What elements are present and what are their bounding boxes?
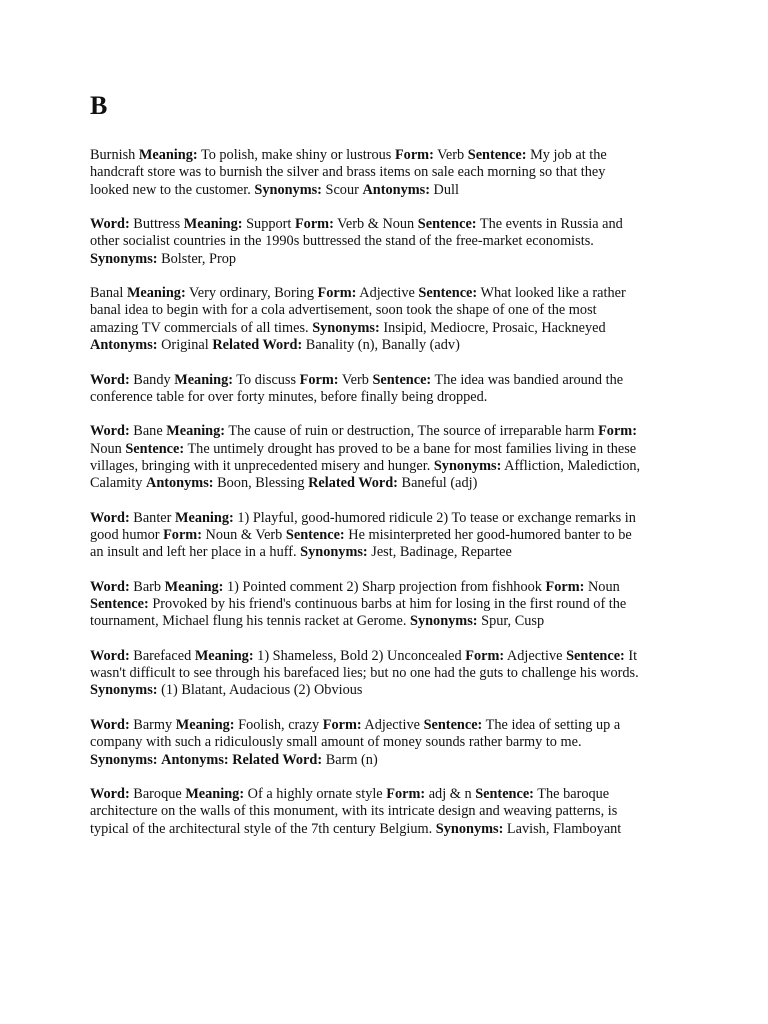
- entry-text: Boon, Blessing: [213, 475, 309, 492]
- field-label: Form:: [386, 786, 426, 802]
- entry-text: Barm (n): [322, 751, 378, 768]
- field-label: Synonyms:: [410, 613, 478, 630]
- field-label: Word:: [90, 371, 130, 388]
- entry-text: other socialist countries in the 1990s buttressed the stand of the free-market economists.: [90, 233, 594, 250]
- entry-text: Buttress: [129, 216, 184, 233]
- word-entry: [90, 372, 684, 407]
- entry-text: To polish, make shiny or lustrous: [197, 147, 395, 163]
- entry-text: Banality (n), Banally (adv): [302, 337, 460, 354]
- field-label: Meaning:: [175, 716, 235, 733]
- entry-text: Original: [157, 337, 213, 354]
- field-label: Meaning:: [126, 285, 186, 302]
- entry-text: Bandy: [129, 371, 175, 388]
- entry-text: Verb & Noun: [333, 216, 418, 233]
- field-label: Word:: [90, 509, 130, 526]
- field-label: Sentence:: [423, 716, 483, 733]
- entry-text: 1) Pointed comment 2) Sharp projection from fishhook: [223, 578, 546, 595]
- entry-text: He misinterpreted her good-humored banter to be: [344, 526, 632, 543]
- field-label: Related Word:: [232, 751, 323, 768]
- word-entry: [90, 717, 684, 769]
- field-label: Antonyms:: [146, 475, 214, 492]
- entry-text: Jest, Badinage, Repartee: [367, 544, 512, 561]
- entry-text: The cause of ruin or destruction, The source of irreparable harm: [225, 423, 599, 440]
- entry-text: Adjective: [356, 285, 419, 302]
- entry-text: Bolster, Prop: [157, 250, 237, 267]
- field-label: Synonyms:: [90, 751, 158, 768]
- entry-text: (1) Blatant, Audacious (2) Obvious: [157, 682, 363, 699]
- entry-text: amazing TV commercials of all times.: [90, 319, 313, 336]
- field-label: Meaning:: [185, 786, 245, 802]
- entry-text: Banter: [129, 509, 175, 526]
- entry-text: Noun: [90, 440, 126, 457]
- entry-text: typical of the architectural style of the 7th century Belgium.: [90, 820, 436, 837]
- entry-text: Barefaced: [129, 647, 195, 664]
- entry-text: The baroque: [533, 786, 610, 802]
- word-entry: [90, 147, 684, 199]
- word-entry: [90, 648, 684, 700]
- entry-text: 1) Playful, good-humored ridicule 2) To tease or exchange remarks in: [233, 509, 636, 526]
- field-label: Meaning:: [174, 509, 234, 526]
- entry-text: tournament, Michael flung his tennis racket at Gerome.: [90, 613, 410, 630]
- word-entry: [90, 423, 684, 492]
- entry-text: Noun: [584, 578, 620, 595]
- entry-text: What looked like a rather: [477, 285, 626, 302]
- field-label: Sentence:: [90, 596, 149, 613]
- entry-text: To discuss: [232, 371, 300, 388]
- field-label: Sentence:: [418, 285, 478, 302]
- entry-text: adj & n: [425, 786, 476, 802]
- field-label: Word:: [90, 716, 130, 733]
- entry-text: villages, bringing with it unprecedented misery and hunger.: [90, 457, 434, 474]
- field-label: Word:: [90, 216, 130, 233]
- entry-text: good humor: [90, 526, 164, 543]
- word-entry: [90, 510, 684, 562]
- entry-text: Of a highly ornate style: [244, 786, 387, 802]
- entry-text: Provoked by his friend's continuous barbs at him for losing in the first round of the: [148, 596, 627, 613]
- field-label: Synonyms:: [300, 544, 368, 561]
- entry-text: Affliction, Malediction,: [501, 457, 641, 474]
- entry-text: Lavish, Flamboyant: [503, 820, 622, 837]
- entry-text: Verb: [338, 371, 373, 388]
- field-label: Sentence:: [566, 647, 625, 664]
- field-label: Related Word:: [308, 475, 398, 492]
- field-label: Form:: [465, 647, 505, 664]
- entry-text: My job at the: [526, 147, 607, 163]
- word-entry: [90, 786, 684, 838]
- field-label: Synonyms:: [254, 181, 322, 198]
- field-label: Meaning:: [164, 578, 224, 595]
- word-entries-list: [90, 147, 684, 855]
- field-label: Sentence:: [475, 786, 534, 802]
- field-label: Sentence:: [285, 526, 345, 543]
- field-label: Form:: [322, 716, 362, 733]
- field-label: Form:: [394, 147, 434, 163]
- field-label: Word:: [90, 786, 130, 802]
- field-label: Synonyms:: [90, 250, 158, 267]
- entry-text: Very ordinary, Boring: [185, 285, 318, 302]
- word-entry: [90, 579, 684, 631]
- entry-text: Dull: [429, 181, 459, 198]
- entry-text: Foolish, crazy: [234, 716, 323, 733]
- field-label: Synonyms:: [433, 457, 502, 474]
- field-label: Meaning:: [138, 147, 198, 163]
- entry-text: Baroque: [129, 786, 186, 802]
- field-label: Related Word:: [212, 337, 303, 354]
- field-label: Sentence:: [125, 440, 185, 457]
- entry-text: handcraft store was to burnish the silver and brass items on sale each morning so that they: [90, 164, 606, 181]
- field-label: Synonyms:: [312, 319, 380, 336]
- field-label: Synonyms:: [435, 820, 504, 837]
- field-label: Word:: [90, 423, 130, 440]
- entry-text: The idea of setting up a: [482, 716, 621, 733]
- entry-text: Barmy: [129, 716, 176, 733]
- entry-text: wasn't difficult to see through his barefaced lies; but no one had the guts to challenge his words.: [90, 665, 639, 682]
- field-label: Antonyms:: [161, 751, 229, 768]
- field-label: Sentence:: [417, 216, 477, 233]
- word-entry: [90, 285, 684, 354]
- entry-text: The untimely drought has proved to be a bane for most families living in these: [184, 440, 637, 457]
- entry-text: Verb: [433, 147, 468, 163]
- field-label: Meaning:: [174, 371, 233, 388]
- entry-text: Spur, Cusp: [477, 613, 545, 630]
- field-label: Form:: [545, 578, 585, 595]
- field-label: Form:: [598, 423, 637, 440]
- field-label: Synonyms:: [90, 682, 158, 699]
- entry-text: Support: [242, 216, 295, 233]
- entry-text: Adjective: [361, 716, 424, 733]
- field-label: Form:: [299, 371, 339, 388]
- field-label: Word:: [90, 578, 130, 595]
- field-label: Word:: [90, 647, 130, 664]
- entry-text: Insipid, Mediocre, Prosaic, Hackneyed: [379, 319, 606, 336]
- field-label: Meaning:: [183, 216, 243, 233]
- field-label: Sentence:: [372, 371, 432, 388]
- word-entry: [90, 216, 684, 268]
- entry-text: Banal: [90, 285, 127, 302]
- entry-text: Bane: [129, 423, 167, 440]
- entry-text: Calamity: [90, 475, 146, 492]
- entry-text: The events in Russia and: [476, 216, 623, 233]
- field-label: Form:: [294, 216, 334, 233]
- entry-text: Baneful (adj): [397, 475, 478, 492]
- field-label: Meaning:: [194, 647, 254, 664]
- field-label: Form:: [317, 285, 357, 302]
- field-label: Antonyms:: [362, 181, 430, 198]
- entry-text: company with such a ridiculously small amount of money sounds rather barmy to me.: [90, 734, 582, 751]
- entry-text: an insult and left her place in a huff.: [90, 544, 301, 561]
- entry-text: Burnish: [90, 147, 139, 163]
- field-label: Form:: [163, 526, 202, 543]
- entry-text: Noun & Verb: [201, 526, 286, 543]
- entry-text: conference table for over forty minutes, before finally being dropped.: [90, 388, 488, 405]
- field-label: Sentence:: [467, 147, 527, 163]
- entry-text: architecture on the walls of this monument, with its intricate design and weaving patterns, is: [90, 803, 618, 820]
- entry-text: looked new to the customer.: [90, 181, 255, 198]
- entry-text: The idea was bandied around the: [431, 371, 624, 388]
- field-label: Antonyms:: [90, 337, 158, 354]
- entry-text: 1) Shameless, Bold 2) Unconcealed: [253, 647, 466, 664]
- field-label: Meaning:: [166, 423, 226, 440]
- entry-text: It: [624, 647, 638, 664]
- entry-text: Adjective: [504, 647, 567, 664]
- entry-text: Scour: [321, 181, 363, 198]
- section-letter-heading: B: [90, 91, 108, 120]
- entry-text: banal idea to begin with for a cola advertisement, soon took the shape of one of the most: [90, 302, 597, 319]
- entry-text: Barb: [129, 578, 165, 595]
